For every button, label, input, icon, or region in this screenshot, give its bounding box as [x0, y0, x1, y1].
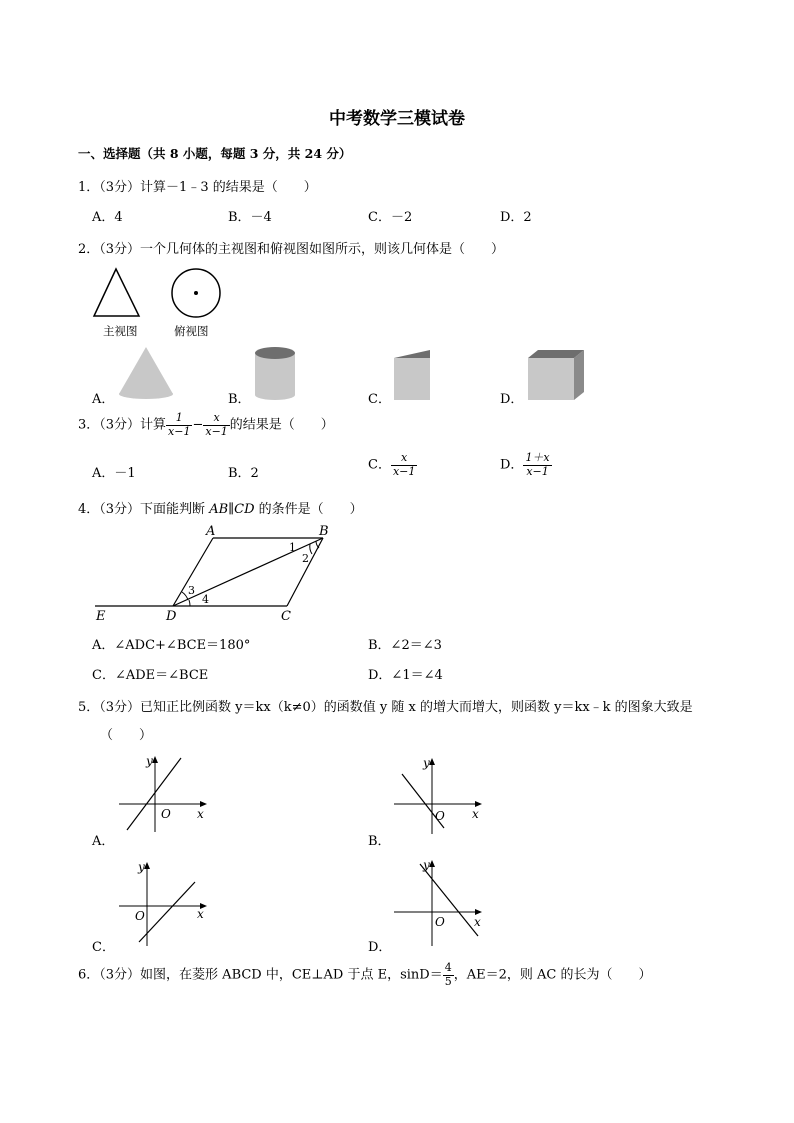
front-view-label: 主视图 — [103, 324, 138, 338]
graph-c — [115, 858, 210, 948]
q4-parallelogram-figure — [90, 520, 350, 624]
q5-option-c[interactable]: C． — [92, 940, 115, 955]
q6-stem-a: 6．（3分）如图，在菱形 ABCD 中，CE⊥AD 于点 E，sinD＝ — [78, 967, 443, 983]
q6-frac-den: 5 — [444, 974, 452, 988]
vertex-b: B — [319, 524, 329, 539]
q3-option-d-fraction — [523, 452, 551, 478]
cylinder-shape — [251, 344, 301, 402]
q6-stem-b: ，AE＝2，则 AC 的长为（ ） — [453, 967, 652, 983]
q2-option-c[interactable]: C． — [368, 392, 391, 407]
cone-shape — [115, 344, 175, 402]
graph-b-origin: O — [435, 809, 445, 823]
graph-a — [115, 752, 210, 834]
graph-a-y-label: y — [146, 754, 153, 768]
graph-c-origin: O — [135, 909, 145, 923]
top-view-label: 俯视图 — [174, 324, 209, 338]
vertex-a: A — [206, 524, 216, 539]
q3-c-num: x — [401, 451, 408, 464]
vertex-c: C — [281, 609, 291, 624]
vertex-d: D — [166, 609, 177, 624]
q3-fraction-1 — [166, 412, 192, 438]
q1-option-b[interactable]: B．－4 — [228, 210, 272, 225]
q1-option-a[interactable]: A．4 — [92, 210, 123, 225]
q1-stem: 1．（3分）计算－1﹣3 的结果是（ ） — [78, 180, 317, 195]
graph-a-origin: O — [161, 807, 171, 821]
q5-stem-paren: （ ） — [100, 728, 153, 743]
angle-2-label: 2 — [302, 552, 309, 565]
q3-f1-den: x−1 — [168, 424, 191, 438]
q3-option-d[interactable] — [500, 452, 552, 478]
graph-d — [390, 856, 485, 948]
graph-d-y-label: y — [423, 858, 430, 872]
q4-option-a[interactable]: A．∠ADC+∠BCE＝180° — [92, 638, 251, 653]
q3-suffix: 的结果是（ ） — [229, 417, 334, 433]
q3-option-b[interactable]: B．2 — [228, 466, 259, 481]
graph-c-x-label: x — [197, 907, 204, 921]
graph-b — [390, 754, 485, 836]
q4-stem — [78, 498, 363, 517]
triangular-prism-shape — [392, 348, 442, 404]
q2-views-figure — [90, 264, 230, 324]
q4-option-c[interactable]: C．∠ADE＝∠BCE — [92, 668, 209, 683]
q3-c-den: x−1 — [392, 464, 416, 478]
graph-b-y-label: y — [423, 756, 430, 770]
q2-option-d[interactable]: D． — [500, 392, 524, 407]
q3-f2-num: x — [213, 411, 220, 424]
q3-d-den: x−1 — [523, 465, 551, 479]
angle-1-label: 1 — [289, 541, 296, 554]
q5-stem: 5．（3分）已知正比例函数 y＝kx（k≠0）的函数值 y 随 x 的增大而增大，则函数 y＝kx﹣k 的图象大致是 — [78, 700, 693, 715]
top-view-center-dot — [194, 291, 198, 295]
graph-c-y-label: y — [138, 860, 145, 874]
point-e: E — [96, 609, 106, 624]
cube-shape — [526, 348, 586, 404]
q4-option-b[interactable]: B．∠2＝∠3 — [368, 638, 442, 653]
section-heading: 一、选择题（共 8 小题，每题 3 分，共 24 分） — [78, 146, 352, 161]
q3-d-num: 1＋x — [525, 451, 550, 464]
graph-b-x-label: x — [472, 807, 479, 821]
q6-stem — [78, 962, 651, 988]
q3-fraction-2 — [203, 412, 229, 438]
q3-option-c[interactable] — [368, 452, 417, 478]
q4-stem-parallel: AB∥CD — [209, 502, 255, 517]
q4-option-d[interactable]: D．∠1＝∠4 — [368, 668, 443, 683]
q5-option-d[interactable]: D． — [368, 940, 392, 955]
q1-option-c[interactable]: C．－2 — [368, 210, 413, 225]
q2-option-b[interactable]: B． — [228, 392, 251, 407]
q4-stem-c: 的条件是（ ） — [254, 502, 363, 517]
angle-3-label: 3 — [188, 584, 195, 597]
q1-option-d[interactable]: D．2 — [500, 210, 532, 225]
angle-4-label: 4 — [202, 593, 209, 606]
q3-option-c-fraction — [391, 452, 417, 478]
q3-option-d-label: D． — [500, 457, 524, 473]
q4-stem-a: 4．（3分）下面能判断 — [78, 502, 210, 517]
q5-option-b[interactable]: B． — [368, 834, 391, 849]
q6-frac-num: 4 — [444, 961, 452, 974]
front-view-triangle — [94, 269, 139, 316]
q6-fraction — [443, 962, 454, 988]
q3-f2-den: x−1 — [205, 424, 228, 438]
page-title: 中考数学三模试卷 — [329, 109, 465, 129]
q3-f1-num: 1 — [175, 411, 183, 424]
q3-option-a[interactable]: A．－1 — [92, 466, 136, 481]
q3-prefix: 3．（3分）计算 — [78, 417, 167, 433]
graph-d-x-label: x — [474, 915, 481, 929]
q3-stem — [78, 412, 334, 438]
q3-minus: − — [192, 417, 204, 433]
q3-option-c-label: C． — [368, 457, 391, 473]
q5-option-a[interactable]: A． — [92, 834, 115, 849]
graph-d-origin: O — [435, 915, 445, 929]
q2-stem: 2．（3分）一个几何体的主视图和俯视图如图所示，则该几何体是（ ） — [78, 242, 505, 257]
graph-a-x-label: x — [197, 807, 204, 821]
q2-option-a[interactable]: A． — [92, 392, 115, 407]
